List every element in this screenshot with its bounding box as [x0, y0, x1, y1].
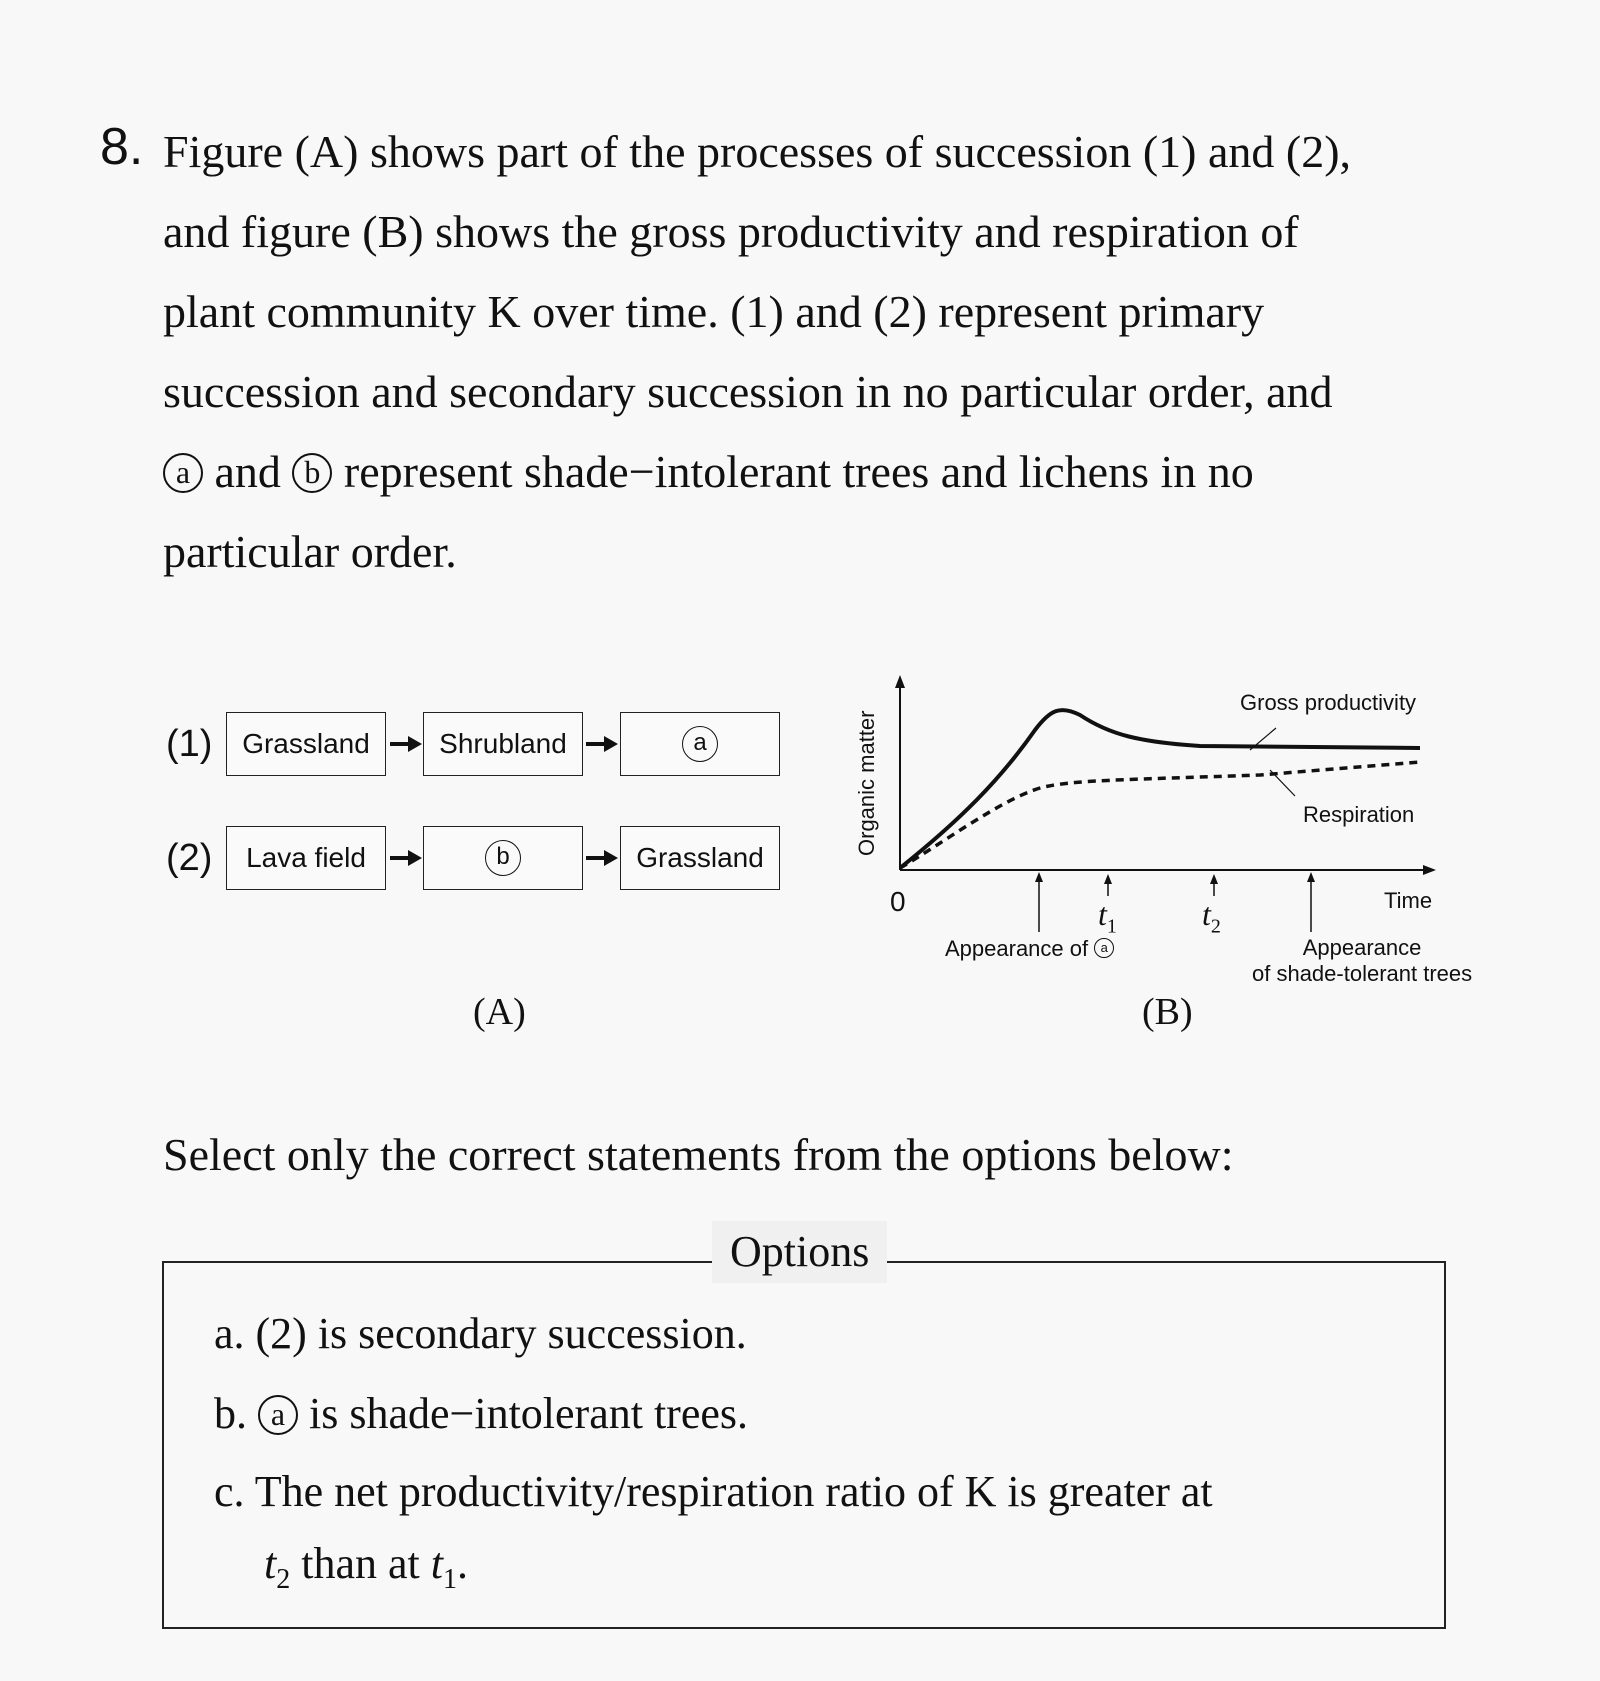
t1-term [430, 1539, 457, 1595]
respiration-label: Respiration [1303, 802, 1415, 827]
t-letter: t [430, 1539, 443, 1588]
figure-b-label: (B) [1142, 991, 1193, 1033]
option-b-prefix: b. [214, 1389, 258, 1438]
question-line-5 [163, 432, 1483, 512]
figure-a-label: (A) [473, 991, 526, 1033]
box-b [423, 826, 583, 890]
y-axis-label: Organic matter [854, 710, 879, 856]
origin-label: 0 [890, 886, 906, 917]
option-b [214, 1384, 748, 1444]
row-2-label: (2) [166, 837, 213, 879]
circled-a-mark: a [258, 1395, 298, 1435]
option-c-line-1: c. The net productivity/respiration ratio of K is greater at [214, 1467, 1213, 1516]
t-letter: t [264, 1539, 277, 1588]
figure-a [160, 700, 800, 1040]
question-text [163, 112, 1483, 592]
circled-a-mark: a [682, 726, 718, 762]
t2-letter: t [1202, 896, 1211, 932]
arrow-icon [586, 848, 618, 868]
t2-sub: 2 [276, 1563, 291, 1595]
x-axis-label: Time [1384, 888, 1433, 913]
appearance-a-label [945, 936, 1114, 962]
options-title: Options [712, 1221, 887, 1283]
appearance-shade-label [1252, 935, 1472, 987]
question-line-6: particular order. [163, 526, 457, 577]
box-shrubland: Shrubland [423, 712, 583, 776]
circled-a-mark: a [163, 453, 203, 493]
than-at-text: than at [290, 1539, 431, 1588]
prompt-text: Select only the correct statements from the options below: [163, 1129, 1234, 1180]
x-axis-arrowhead [1423, 865, 1436, 875]
period: . [456, 1539, 468, 1588]
gross-productivity-label: Gross productivity [1240, 690, 1417, 715]
box-grassland-1: Grassland [226, 712, 386, 776]
y-axis-arrowhead [895, 675, 905, 688]
t1-arrow [1104, 874, 1112, 896]
option-a: a. (2) is secondary succession. [214, 1309, 747, 1358]
appearance-shade-line-1: Appearance [1302, 935, 1422, 960]
box-lava-field: Lava field [226, 826, 386, 890]
question-line-1: Figure (A) shows part of the processes of succession (1) and (2), [163, 126, 1352, 177]
option-b-rest: is shade−intolerant trees. [298, 1389, 749, 1438]
t1-letter: t [1098, 896, 1107, 932]
circled-a-mark: a [1094, 938, 1114, 958]
circled-b-mark: b [292, 453, 332, 493]
question-number: 8. [100, 118, 144, 176]
and-text: and [203, 446, 293, 497]
t1-sub: 1 [442, 1563, 457, 1595]
row-1-label: (1) [166, 723, 213, 765]
t2-subscript: 2 [1210, 915, 1221, 938]
appearance-a-arrow [1035, 872, 1043, 932]
box-a [620, 712, 780, 776]
circled-b-mark: b [485, 840, 521, 876]
t2-arrow [1210, 874, 1218, 896]
box-grassland-2: Grassland [620, 826, 780, 890]
question-line-3: plant community K over time. (1) and (2) represent primary [163, 286, 1265, 337]
option-c-line-2 [264, 1534, 468, 1610]
t2-term [264, 1539, 291, 1595]
figure-b [840, 670, 1473, 1050]
arrow-icon [390, 848, 422, 868]
arrow-icon [390, 734, 422, 754]
question-line-4: succession and secondary succession in no particular order, and [163, 366, 1333, 417]
gross-productivity-curve [900, 710, 1420, 868]
appearance-shade-arrow [1307, 872, 1315, 932]
line5-rest: represent shade−intolerant trees and lichens in no [332, 446, 1254, 497]
arrow-icon [586, 734, 618, 754]
appearance-shade-line-2: of shade-tolerant trees [1252, 961, 1473, 986]
appearance-a-text: Appearance of [945, 936, 1095, 961]
t1-label [1098, 896, 1117, 938]
t1-subscript: 1 [1106, 915, 1117, 938]
t2-label [1202, 896, 1221, 938]
question-line-2: and figure (B) shows the gross productivity and respiration of [163, 206, 1299, 257]
